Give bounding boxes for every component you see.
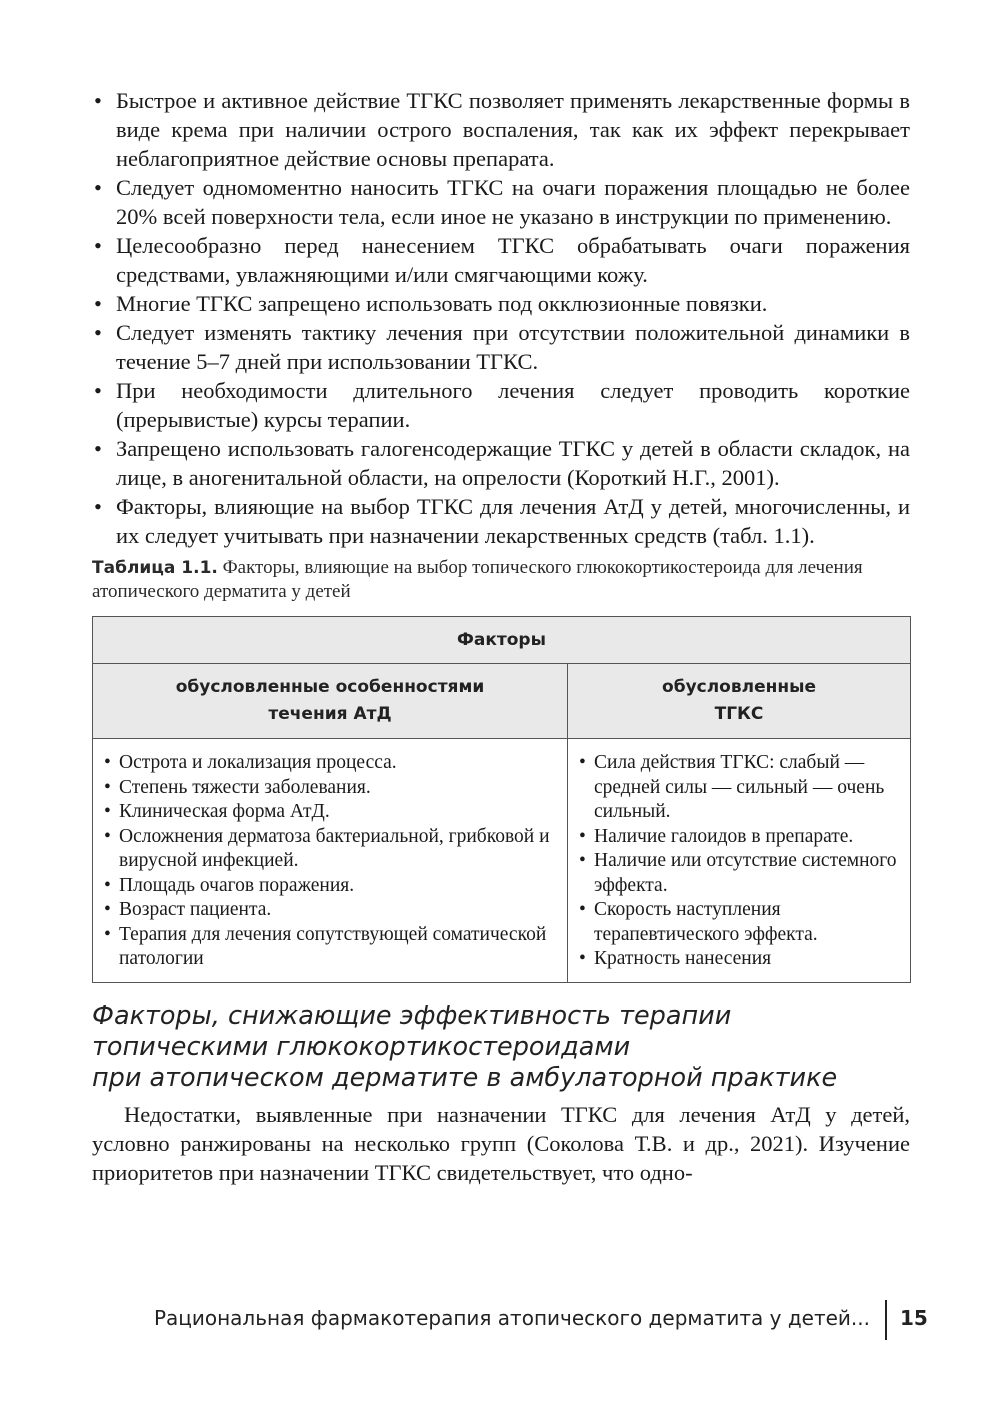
list-item: • Факторы, влияющие на выбор ТГКС для лечения АтД у детей, многочисленны, и их следует учитывать при назначении лекарственных средств (табл. 1.1). (92, 492, 910, 550)
table-list-item: • Наличие или отсутствие системного эффекта. (578, 849, 902, 898)
table-list-item: • Кратность нанесения (578, 947, 902, 972)
table-caption-text: Факторы, влияющие на выбор топического глюкокортикостероида для лечения атопического дерматита у детей (92, 557, 863, 602)
table-list-item: • Терапия для лечения сопутствующей соматической патологии (103, 923, 559, 972)
column-header-tgks (568, 664, 911, 739)
list-item: • Целесообразно перед нанесением ТГКС обрабатывать очаги поражения средствами, увлажняющими и/или смягчающими кожу. (92, 231, 910, 289)
table-list-item: • Скорость наступления терапевтического эффекта. (578, 898, 902, 947)
table-list-item: • Площадь очагов поражения. (103, 874, 559, 899)
table-list-item: • Степень тяжести заболевания. (103, 776, 559, 801)
page-number: 15 (900, 1306, 928, 1330)
recommendations-list (92, 86, 910, 550)
factors-table (92, 616, 911, 983)
section-heading (92, 1001, 910, 1094)
table-list-item: • Осложнения дерматоза бактериальной, грибковой и вирусной инфекцией. (103, 825, 559, 874)
column-header-line: обусловленные особенностями (175, 677, 485, 697)
list-item: • Запрещено использовать галогенсодержащие ТГКС у детей в области складок, на лице, в аногенитальной области, на опрелости (Короткий Н.Г., 2001). (92, 434, 910, 492)
table-caption (92, 556, 910, 604)
table-header-factors: Факторы (93, 617, 911, 664)
page-footer (0, 1300, 1000, 1340)
column-header-disease (93, 664, 568, 739)
column-header-line: ТГКС (714, 704, 764, 724)
section-heading-line: Факторы, снижающие эффективность терапии (92, 1000, 732, 1031)
list-item: • Быстрое и активное действие ТГКС позволяет применять лекарственные формы в виде крема при наличии острого воспаления, так как их эффект перекрывает неблагоприятное действие основы препарата. (92, 86, 910, 173)
table-cell-disease-factors (93, 739, 568, 983)
list-item: • Многие ТГКС запрещено использовать под окклюзионные повязки. (92, 289, 910, 318)
list-item: • При необходимости длительного лечения следует проводить короткие (прерывистые) курсы терапии. (92, 376, 910, 434)
list-item: • Следует изменять тактику лечения при отсутствии положительной динамики в течение 5–7 дней при использовании ТГКС. (92, 318, 910, 376)
table-list-item: • Клиническая форма АтД. (103, 800, 559, 825)
column-header-line: течения АтД (268, 704, 392, 724)
table-list-item: • Наличие галоидов в препарате. (578, 825, 902, 850)
footer-divider (885, 1300, 887, 1340)
table-cell-tgks-factors (568, 739, 911, 983)
table-caption-label: Таблица 1.1. (92, 558, 218, 578)
list-item: • Следует одномоментно наносить ТГКС на очаги поражения площадью не более 20% всей поверхности тела, если иное не указано в инструкции по применению. (92, 173, 910, 231)
column-header-line: обусловленные (662, 677, 816, 697)
table-list-item: • Сила действия ТГКС: слабый — средней силы — сильный — очень сильный. (578, 751, 902, 825)
body-paragraph: Недостатки, выявленные при назначении ТГКС для лечения АтД у детей, условно ранжированы на несколько групп (Соколова Т.В. и др., 2021). Изучение приоритетов при назначении ТГКС свидетельствует, что одно- (92, 1101, 910, 1185)
running-title: Рациональная фармакотерапия атопического дерматита у детей... (153, 1306, 870, 1330)
page-content (92, 86, 910, 1187)
section-heading-line: при атопическом дерматите в амбулаторной практике (92, 1062, 838, 1093)
table-list-item: • Острота и локализация процесса. (103, 751, 559, 776)
table-list-item: • Возраст пациента. (103, 898, 559, 923)
section-heading-line: топическими глюкокортикостероидами (92, 1031, 631, 1062)
